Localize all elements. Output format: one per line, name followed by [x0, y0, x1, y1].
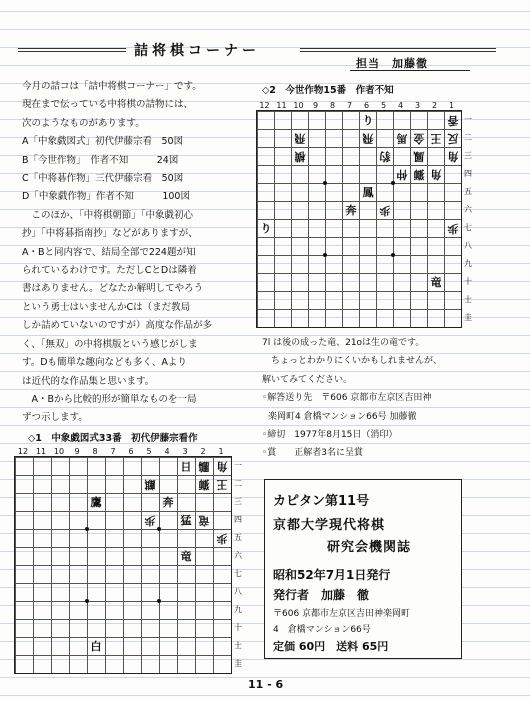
problem-notes [262, 334, 442, 463]
rank-label: 八 [464, 241, 472, 250]
board-piece: 猛 [180, 514, 192, 527]
board-piece: 角 [447, 150, 459, 163]
board-piece: 鵬 [198, 460, 210, 473]
text-line: A「中象戯図式」初代伊藤宗看 50図 [22, 136, 184, 148]
rank-label: 八 [234, 587, 242, 596]
rank-label: 一 [234, 461, 242, 470]
rank-label: 三 [464, 151, 472, 160]
text-line: という勇士はいませんかCは（まだ教局 [22, 301, 191, 313]
board-piece: 仲 [396, 168, 408, 181]
text-line: く、「無双」の中将棋版という感じがしま [22, 338, 198, 350]
board-piece: 鷹 [90, 496, 102, 509]
file-label: 12 [17, 447, 29, 456]
board-piece: 歩 [447, 222, 459, 235]
file-label: 6 [363, 101, 370, 110]
board-star-point [157, 527, 161, 531]
board-star-point [391, 253, 395, 257]
rank-label: 九 [234, 605, 242, 614]
board-piece: 歩 [144, 514, 156, 527]
board-piece: 竜 [430, 276, 442, 289]
text-line: られているわけです。ただしCとDは隣着 [22, 265, 197, 277]
text-line: しか詰めていないのですが）高度な作品が多 [22, 320, 213, 332]
text-line: 解いてみてください。 [262, 374, 353, 385]
board-piece: 奔 [345, 204, 357, 217]
rank-label: 六 [234, 551, 242, 560]
rank-label: 九 [464, 259, 472, 268]
rank-label: 一 [464, 115, 472, 124]
board-piece: 反 [447, 132, 459, 145]
page-title: 詰将棋コーナー [134, 43, 260, 59]
file-label: 6 [128, 447, 134, 456]
file-label: 4 [397, 101, 404, 110]
rank-label: 圭 [464, 313, 472, 322]
board-piece: 竜 [198, 514, 210, 527]
rank-label: 四 [234, 515, 242, 524]
board-piece: 日 [180, 460, 192, 473]
intro-text [22, 78, 212, 428]
file-label: 7 [110, 447, 116, 456]
file-label: 12 [259, 101, 270, 110]
text-line: ずつ示します。 [22, 412, 88, 424]
board-piece: 歩 [216, 532, 228, 545]
problem2-board [256, 110, 462, 328]
board-piece: 王 [216, 478, 228, 491]
rank-label: 二 [234, 479, 242, 488]
file-label: 9 [312, 101, 319, 110]
file-label: 10 [53, 447, 65, 456]
rank-label: 七 [234, 569, 242, 578]
file-label: 2 [431, 101, 438, 110]
board-star-point [85, 527, 89, 531]
board-piece: り [260, 222, 272, 235]
board-piece: 飛 [362, 132, 374, 145]
file-label: 11 [35, 447, 47, 456]
author-credit: 担当 加藤徹 [356, 57, 428, 70]
problem1-title: ◇1 中象戯図式33番 初代伊藤宗看作 [28, 433, 198, 444]
text-line: D「中象戯作物」作者不知 100図 [22, 191, 190, 203]
file-label: 2 [200, 447, 206, 456]
rank-label: 士 [234, 641, 242, 650]
file-label: 8 [92, 447, 98, 456]
text-line: ちょっとわかりにくいかもしれませんが、 [262, 356, 443, 367]
text-line: B「今世作物」 作者不知 24図 [22, 154, 179, 166]
board-piece: 角 [216, 460, 228, 473]
header-rule-left [18, 48, 126, 52]
file-label: 5 [380, 101, 387, 110]
file-label: 9 [74, 447, 80, 456]
file-label: 5 [146, 447, 152, 456]
problem1-board [14, 456, 232, 674]
text-line: A・Bと同内容で、結局全部で224題が知 [22, 246, 196, 258]
rank-label: 二 [464, 133, 472, 142]
publisher-subtitle: 研究会機関誌 [327, 540, 412, 555]
file-label: 7 [346, 101, 353, 110]
price-line: 定価 60円 送料 65円 [273, 640, 389, 653]
rank-label: 十 [234, 623, 242, 632]
colophon-box [264, 479, 462, 659]
prize-line: ◦賞 正解者3名に呈賞 [262, 448, 364, 459]
text-line: 今月の詰コは「詰中将棋コーナー」です。 [22, 81, 202, 92]
file-label: 4 [164, 447, 170, 456]
rank-label: 士 [464, 295, 472, 304]
board-star-point [157, 599, 161, 603]
rank-label: 六 [464, 205, 472, 214]
text-line: 7l は後の成った竜、21oは生の竜です。 [262, 338, 425, 348]
board-piece: 豹 [379, 150, 391, 163]
board-piece: 馬 [396, 132, 408, 145]
answer-address-line: 楽岡町4 倉橋マンション66号 加藤徹 [268, 411, 417, 422]
board-piece: 竜 [180, 550, 192, 563]
board-piece: 金 [413, 132, 425, 145]
board-piece: 歩 [379, 204, 391, 217]
text-line: A・Bから比較的形が簡単なものを一局 [22, 393, 197, 405]
board-piece: 鳳 [362, 186, 374, 199]
answer-address-line: ◦解答送り先 〒606 京都市左京区吉田神 [262, 393, 432, 404]
file-label: 3 [414, 101, 421, 110]
text-line: 現在まで伝っている中将棋の詰物には、 [22, 99, 194, 111]
text-line: 抄」「中将碁指南抄」などがありますが、 [22, 228, 198, 240]
address-line: 〒606 京都市左京区吉田神楽岡町 [273, 609, 411, 619]
text-line: C「中将碁作物」三代伊藤宗看 50図 [22, 173, 184, 185]
file-label: 1 [218, 447, 224, 456]
text-line: す。Dも簡単な趣向なども多く、Aより [22, 357, 187, 369]
board-piece: 香 [447, 114, 459, 127]
board-piece: 麒 [144, 478, 156, 491]
rank-label: 五 [464, 187, 472, 196]
board-star-point [391, 181, 395, 185]
deadline-line: ◦締切 1977年8月15日（消印） [262, 430, 398, 441]
board-piece: 角 [430, 168, 442, 181]
file-label: 3 [182, 447, 188, 456]
rank-label: 三 [234, 497, 242, 506]
rank-label: 七 [464, 223, 472, 232]
text-line: 次のようなものがあります。 [22, 117, 145, 129]
address-line: 4 倉橋マンション66号 [273, 625, 371, 635]
board-star-point [323, 181, 327, 185]
header-rule-right [300, 48, 496, 52]
board-piece: 横 [294, 150, 306, 163]
file-label: 10 [293, 101, 304, 110]
rank-label: 五 [234, 533, 242, 542]
board-piece: 鳳 [413, 150, 425, 163]
rank-label: 十 [464, 277, 472, 286]
file-label: 11 [276, 101, 287, 110]
file-label: 8 [329, 101, 336, 110]
publish-date: 昭和52年7月1日発行 [273, 568, 391, 582]
text-line: は近代的な作品集と思います。 [22, 375, 155, 387]
board-piece: り [362, 114, 374, 127]
board-piece: 獅 [413, 168, 425, 181]
rank-label: 四 [464, 169, 472, 178]
problem2-title: ◇2 今世作物15番 作者不知 [262, 85, 394, 96]
board-piece: 白 [90, 640, 102, 653]
rank-label: 圭 [234, 659, 242, 668]
board-piece: 獅 [198, 478, 210, 491]
page-number: 11 - 6 [248, 678, 284, 691]
author-underline [350, 70, 470, 71]
publisher-name: 京都大学現代将棋 [273, 518, 386, 533]
issue-title: カピタン第11号 [273, 494, 370, 509]
publisher-person: 発行者 加藤 徹 [273, 588, 370, 602]
board-star-point [85, 599, 89, 603]
text-line: このほか、「中将棋朝節」「中象戯初心 [22, 209, 194, 221]
file-label: 1 [448, 101, 455, 110]
text-line: 書はありません。どなたか解明してやろう [22, 283, 204, 295]
board-piece: 王 [430, 132, 442, 145]
board-piece: 奔 [162, 496, 174, 509]
board-star-point [323, 253, 327, 257]
board-piece: 飛 [294, 132, 306, 145]
